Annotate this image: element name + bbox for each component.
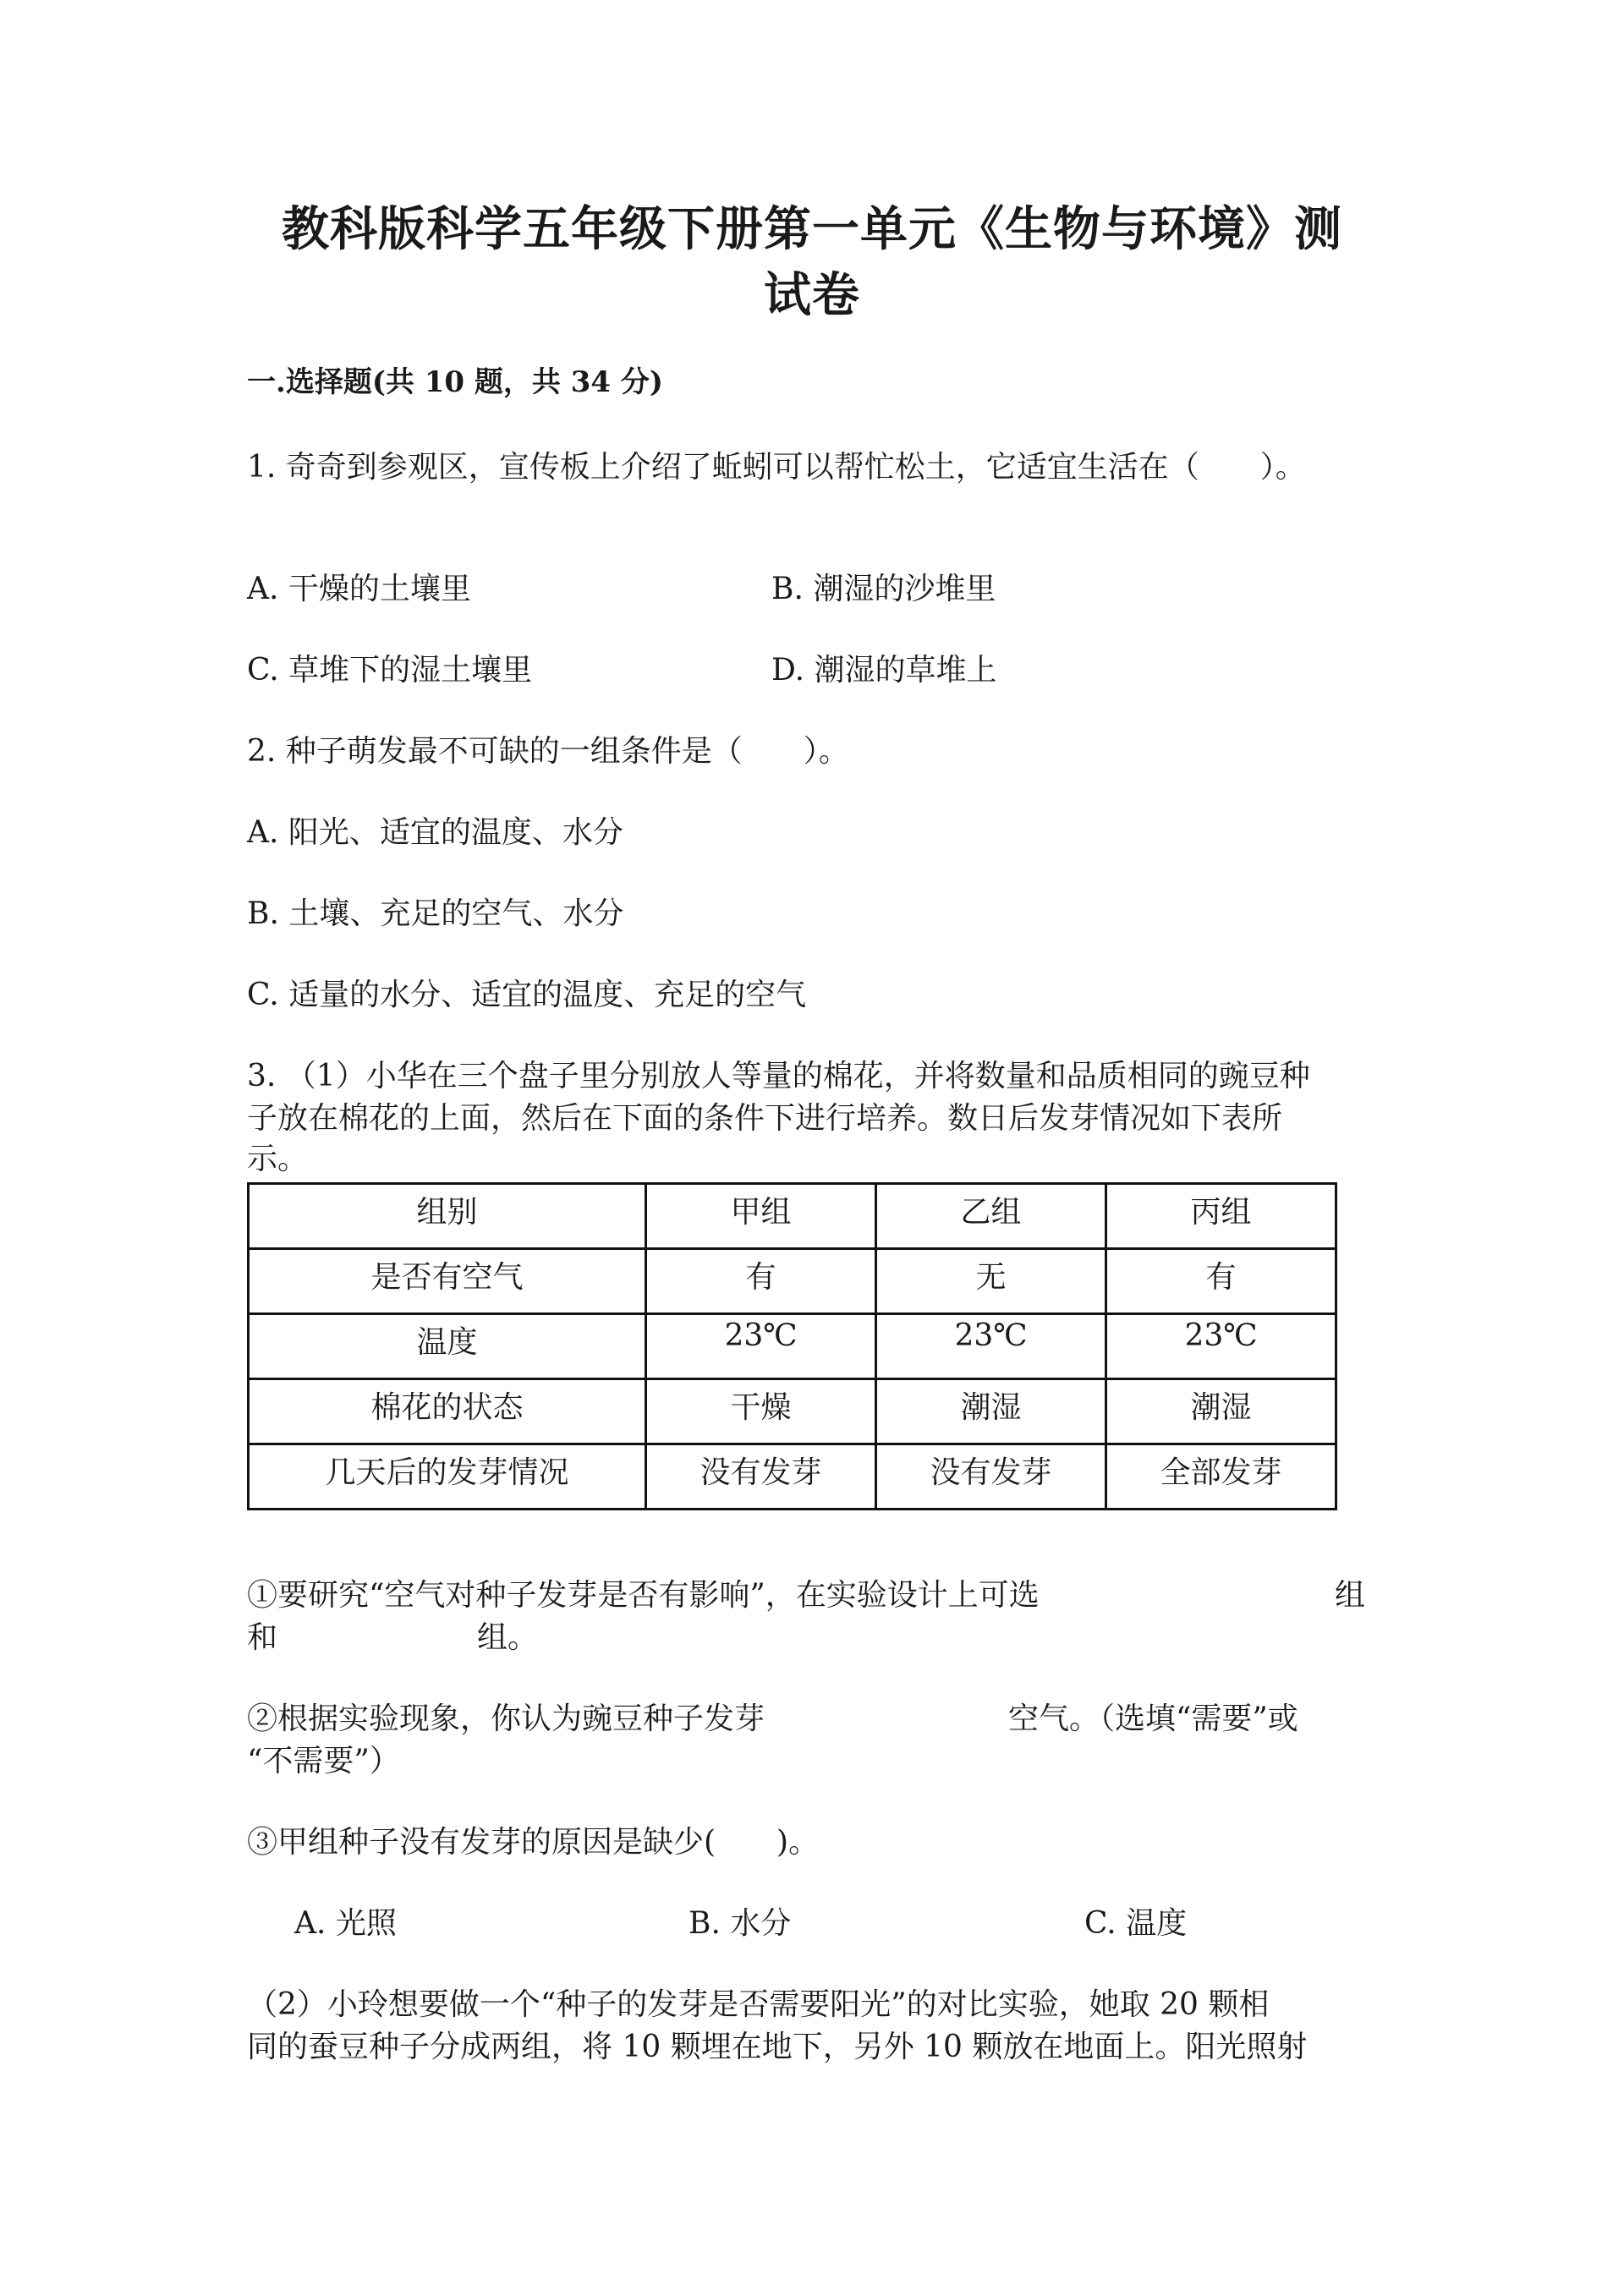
q1-option-b: B. 潮湿的沙堆里 xyxy=(771,572,996,606)
section-heading: 一.选择题(共 10 题，共 34 分) xyxy=(247,365,663,399)
table-header-row xyxy=(249,1184,1336,1249)
q3-intro-line-2: 子放在棉花的上面，然后在下面的条件下进行培养。数日后发芽情况如下表所 xyxy=(247,1101,1283,1136)
table-row xyxy=(249,1314,1336,1379)
q3-sub2-line-2: “不需要”） xyxy=(247,1744,400,1778)
table-row xyxy=(249,1379,1336,1444)
table-cell: 棉花的状态 xyxy=(249,1379,646,1444)
q1-stem: 1. 奇奇到参观区，宣传板上介绍了蚯蚓可以帮忙松土，它适宜生活在（ ）。 xyxy=(247,450,1306,485)
table-header-cell: 甲组 xyxy=(646,1184,876,1249)
table-cell: 23℃ xyxy=(646,1314,876,1379)
q3-sub3-stem: ③甲组种子没有发芽的原因是缺少( )。 xyxy=(247,1825,820,1860)
q3-sub1-line-2b: 组。 xyxy=(477,1620,539,1655)
table-header-cell: 乙组 xyxy=(876,1184,1106,1249)
q1-option-a: A. 干燥的土壤里 xyxy=(247,572,471,606)
table-cell: 是否有空气 xyxy=(249,1249,646,1314)
table-cell: 有 xyxy=(646,1249,876,1314)
q1-option-d: D. 潮湿的草堆上 xyxy=(771,653,997,688)
table-header-cell: 丙组 xyxy=(1106,1184,1336,1249)
table-cell: 潮湿 xyxy=(876,1379,1106,1444)
table-cell: 有 xyxy=(1106,1249,1336,1314)
table-cell: 23℃ xyxy=(1106,1314,1336,1379)
q3-sub1-line-1b: 组 xyxy=(1335,1578,1366,1613)
q3-sub3-option-a: A. 光照 xyxy=(294,1906,397,1941)
table-cell: 没有发芽 xyxy=(646,1444,876,1510)
q2-stem: 2. 种子萌发最不可缺的一组条件是（ ）。 xyxy=(247,734,849,769)
q3-sub3-option-b: B. 水分 xyxy=(689,1906,792,1941)
q3-sub2-line-1b: 空气。（选填“需要”或 xyxy=(1008,1701,1298,1736)
q3-sub2-line-1a: ②根据实验现象，你认为豌豆种子发芽 xyxy=(247,1701,765,1736)
table-cell: 干燥 xyxy=(646,1379,876,1444)
table-cell: 温度 xyxy=(249,1314,646,1379)
table-cell: 几天后的发芽情况 xyxy=(249,1444,646,1510)
page-title-line-2: 试卷 xyxy=(764,267,860,323)
q2-option-b: B. 土壤、充足的空气、水分 xyxy=(247,896,624,931)
q3-sub1-line-2a: 和 xyxy=(247,1620,278,1655)
table-cell: 潮湿 xyxy=(1106,1379,1336,1444)
page-title-line-1: 教科版科学五年级下册第一单元《生物与环境》测 xyxy=(282,201,1342,257)
q3-intro-line-1: 3. （1）小华在三个盘子里分别放人等量的棉花，并将数量和品质相同的豌豆种 xyxy=(247,1059,1310,1093)
table-header-cell: 组别 xyxy=(249,1184,646,1249)
table-cell: 无 xyxy=(876,1249,1106,1314)
table-row xyxy=(249,1249,1336,1314)
table-row xyxy=(249,1444,1336,1510)
experiment-table xyxy=(247,1182,1337,1510)
q2-option-c: C. 适量的水分、适宜的温度、充足的空气 xyxy=(247,978,807,1012)
table-cell: 没有发芽 xyxy=(876,1444,1106,1510)
table-cell: 全部发芽 xyxy=(1106,1444,1336,1510)
q3-sub3-option-c: C. 温度 xyxy=(1084,1906,1188,1941)
q3-part2-line-1: （2）小玲想要做一个“种子的发芽是否需要阳光”的对比实验，她取 20 颗相 xyxy=(247,1987,1270,2022)
table-cell: 23℃ xyxy=(876,1314,1106,1379)
q3-sub1-line-1a: ①要研究“空气对种子发芽是否有影响”，在实验设计上可选 xyxy=(247,1578,1040,1613)
q3-part2-line-2: 同的蚕豆种子分成两组，将 10 颗埋在地下，另外 10 颗放在地面上。阳光照射 xyxy=(247,2030,1308,2064)
q2-option-a: A. 阳光、适宜的温度、水分 xyxy=(247,815,623,850)
q1-option-c: C. 草堆下的湿土壤里 xyxy=(247,653,533,688)
q3-intro-line-3: 示。 xyxy=(247,1142,309,1176)
